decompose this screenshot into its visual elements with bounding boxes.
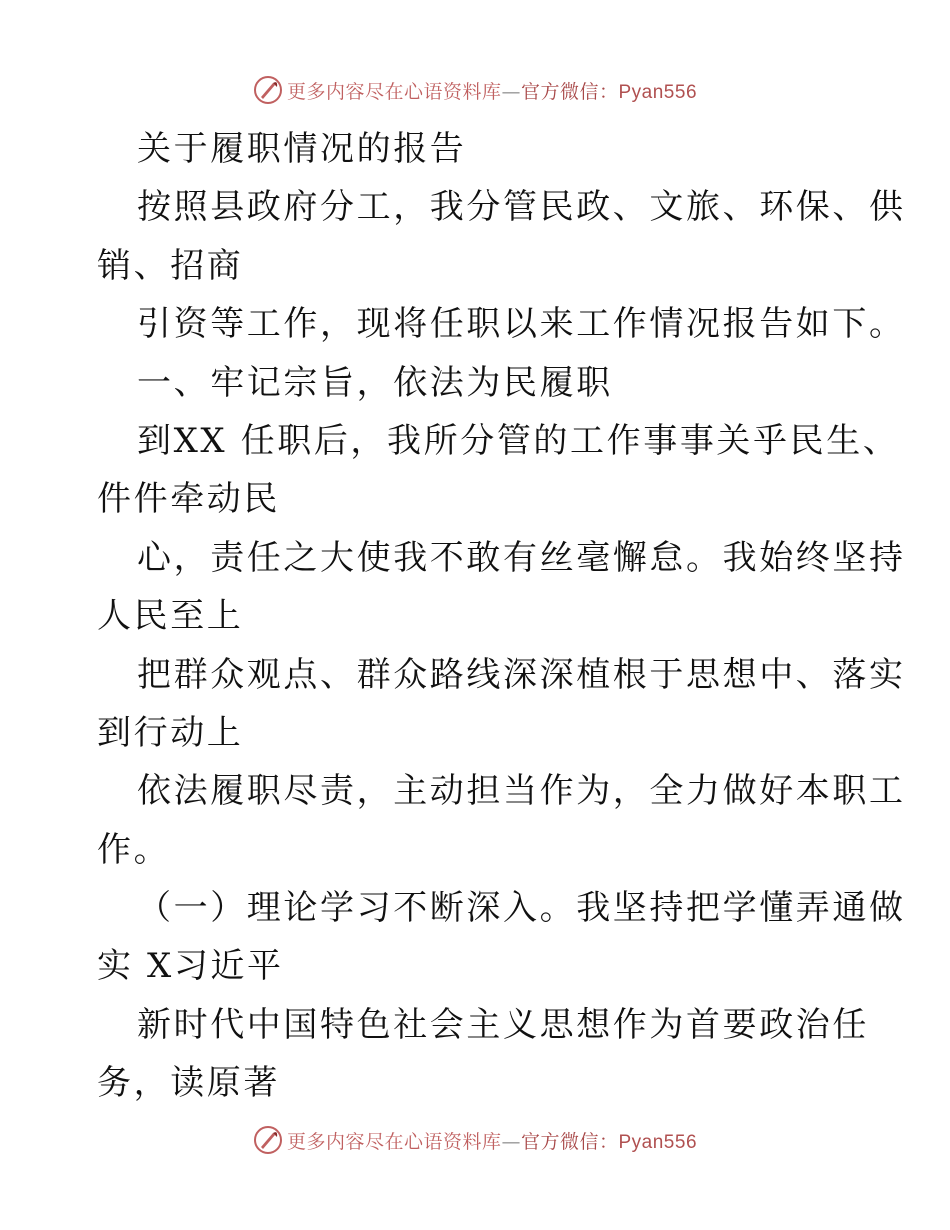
feather-pen-icon (253, 1125, 283, 1155)
watermark-dash: — (501, 1130, 521, 1153)
watermark-wechat-id: Pyan556 (618, 1131, 698, 1153)
document-line: 心，责任之大使我不敢有丝毫懈怠。我始终坚持 (137, 537, 906, 578)
watermark-text (287, 1127, 697, 1154)
watermark-wechat-id: Pyan556 (618, 81, 698, 103)
document-line: （一）理论学习不断深入。我坚持把学懂弄通做 (137, 888, 906, 929)
document-line: 按照县政府分工，我分管民政、文旅、环保、供 (137, 187, 906, 228)
document-line: 关于履职情况的报告 (137, 129, 467, 169)
document-line: 销、招商 (97, 245, 244, 286)
document-line: 一、牢记宗旨，依法为民履职 (137, 362, 613, 403)
document-line: 人民至上 (97, 596, 244, 637)
document-body (97, 120, 906, 1113)
document-line: 依法履职尽责，主动担当作为，全力做好本职工 (137, 771, 906, 812)
feather-pen-icon (253, 75, 283, 105)
document-line: 引资等工作，现将任职以来工作情况报告如下。 (137, 304, 906, 345)
document-line: 新时代中国特色社会主义思想作为首要政治任 (137, 1004, 869, 1045)
document-line: 到XX 任职后，我所分管的工作事事关乎民生、 (137, 420, 900, 461)
watermark-wechat-label: 官方微信： (520, 1130, 619, 1153)
document-line: 到行动上 (97, 712, 244, 753)
watermark-brand: 更多内容尽在心语资料库 (286, 1130, 502, 1153)
watermark-brand: 更多内容尽在心语资料库 (286, 80, 502, 103)
header-watermark-banner (0, 72, 950, 108)
document-line: 作。 (97, 829, 171, 870)
document-line: 实 X习近平 (97, 946, 284, 987)
document-line: 件件牵动民 (97, 479, 280, 520)
watermark-text (287, 77, 697, 104)
watermark-wechat-label: 官方微信： (520, 80, 619, 103)
watermark-dash: — (501, 80, 521, 103)
footer-watermark-banner (0, 1122, 950, 1158)
document-line: 把群众观点、群众路线深深植根于思想中、落实 (137, 654, 906, 695)
document-line: 务，读原著 (97, 1063, 280, 1104)
